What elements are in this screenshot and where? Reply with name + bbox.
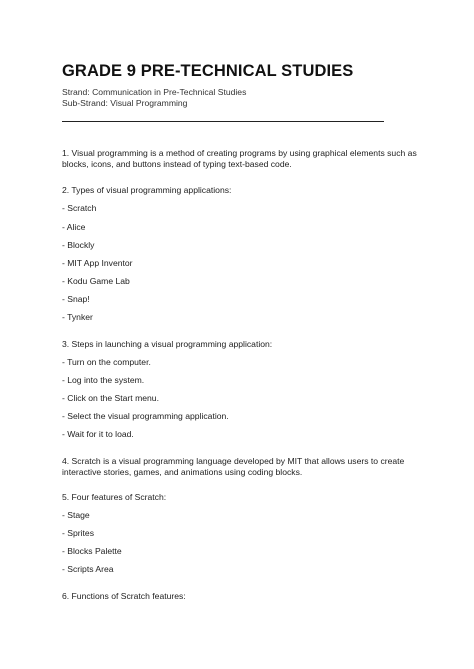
list-item: - Turn on the computer. — [62, 357, 151, 367]
list-item: - Scratch — [62, 203, 97, 213]
list-item: - Alice — [62, 222, 86, 232]
body-line: 4. Scratch is a visual programming language developed by MIT that allows users to create — [62, 456, 405, 466]
section-heading: 5. Four features of Scratch: — [62, 492, 167, 502]
strand-label: Strand: Communication in Pre-Technical Studies — [62, 87, 247, 97]
list-item: - Stage — [62, 510, 90, 520]
sub-strand-label: Sub-Strand: Visual Programming — [62, 98, 188, 108]
section-heading: 3. Steps in launching a visual programming application: — [62, 339, 273, 349]
header-divider — [62, 121, 384, 122]
list-item: - Blockly — [62, 240, 95, 250]
list-item: - Scripts Area — [62, 564, 114, 574]
section-heading: 2. Types of visual programming applications: — [62, 185, 232, 195]
list-item: - Wait for it to load. — [62, 429, 134, 439]
list-item: - Select the visual programming application. — [62, 411, 229, 421]
section-heading: 6. Functions of Scratch features: — [62, 591, 186, 601]
list-item: - Log into the system. — [62, 375, 145, 385]
body-line: blocks, icons, and buttons instead of typing text-based code. — [62, 159, 292, 169]
list-item: - Snap! — [62, 294, 90, 304]
list-item: - Blocks Palette — [62, 546, 122, 556]
list-item: - Tynker — [62, 312, 93, 322]
list-item: - Click on the Start menu. — [62, 393, 159, 403]
body-line: interactive stories, games, and animations using coding blocks. — [62, 467, 303, 477]
list-item: - Kodu Game Lab — [62, 276, 130, 286]
document-title: GRADE 9 PRE-TECHNICAL STUDIES — [62, 62, 354, 80]
list-item: - MIT App Inventor — [62, 258, 133, 268]
list-item: - Sprites — [62, 528, 94, 538]
body-line: 1. Visual programming is a method of creating programs by using graphical elements such as — [62, 148, 417, 158]
